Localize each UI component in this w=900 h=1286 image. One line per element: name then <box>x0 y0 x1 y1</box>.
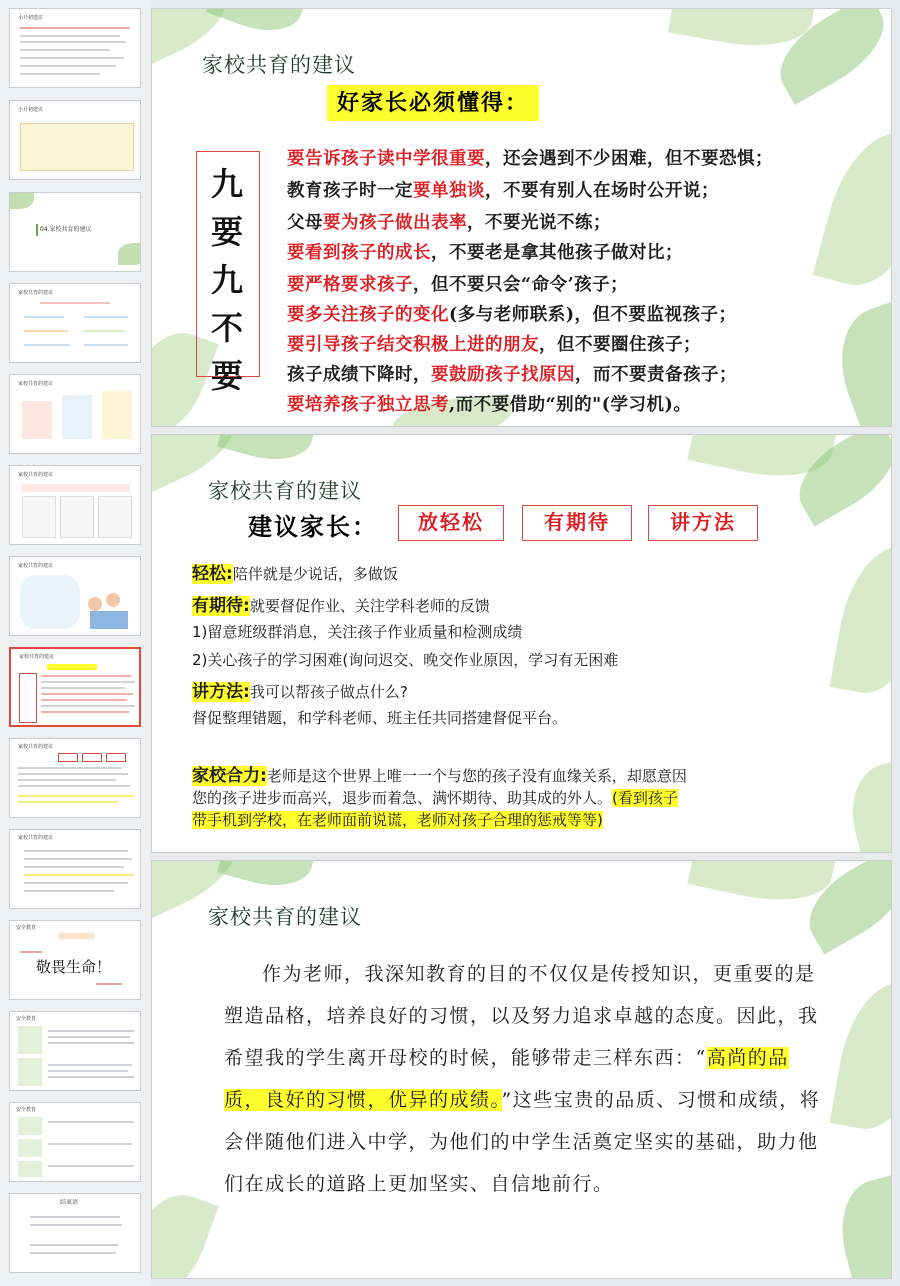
plain-text: ，不要老是拿其他孩子做对比； <box>431 243 683 263</box>
thumbnail-slide-6[interactable] <box>9 465 141 545</box>
thumbnail-slide-3[interactable] <box>9 192 141 272</box>
thumbnail-title: 小升初建议 <box>18 107 44 113</box>
emphasis-text: 要为孩子做出表率 <box>323 213 467 233</box>
keyword: 家校合力: <box>192 766 267 786</box>
dos-donts-item <box>287 271 628 296</box>
slide-parent-advice <box>151 434 892 853</box>
dos-donts-item <box>287 391 691 416</box>
thumbnail-title: 家校共育的建议 <box>18 472 54 478</box>
slide-nine-dos-nine-donts <box>151 8 892 427</box>
emphasis-text: 要培养孩子独立思考 <box>287 395 449 415</box>
plain-text: ，而不要责备孩子； <box>575 365 737 385</box>
plain-text: ，但不要圈住孩子； <box>539 335 701 355</box>
thumbnail-slide-10[interactable] <box>9 829 141 909</box>
plain-text: (多与老师联系)，但不要监视孩子； <box>449 305 737 325</box>
dos-donts-item <box>287 361 737 386</box>
thumbnail-title: 家校共育的建议 <box>19 654 55 660</box>
paragraph-part-1: 作为老师，我深知教育的目的不仅仅是传授知识，更重要的是塑造品格，培养良好的习惯，以及努力追求卓越的态度。因此，我希望我的学生离开母校的时候，能够带走三样东西：“ <box>224 963 819 1069</box>
emphasis-text: 要鼓励孩子找原因 <box>431 365 575 385</box>
advice-text: 我可以帮孩子做点什么? <box>249 683 408 701</box>
thumbnail-slide-14[interactable] <box>9 1193 141 1273</box>
vertical-label-text: 九 要 九 不 要 <box>210 165 243 395</box>
plain-text: ，但不要只会“命令’孩子； <box>413 275 629 295</box>
thumbnail-title: 家校共育的建议 <box>18 290 54 296</box>
thumbnail-slide-5[interactable] <box>9 374 141 454</box>
emphasis-text: 要单独谈 <box>413 181 485 201</box>
thumbnail-slide-12[interactable] <box>9 1011 141 1091</box>
highlighted-note: (看到孩子 <box>612 789 678 807</box>
dos-donts-item <box>287 145 773 170</box>
thumbnail-slide-11[interactable] <box>9 920 141 1000</box>
advice-expect-1: 1)留意班级群消息，关注孩子作业质量和检测成绩 <box>192 623 523 641</box>
emphasis-text: 要看到孩子的成长 <box>287 243 431 263</box>
slide-title: 家校共育的建议 <box>208 905 362 929</box>
thumbnail-title: 小升初建议 <box>18 15 44 21</box>
thumbnail-slide-13[interactable] <box>9 1102 141 1182</box>
vertical-label-box <box>196 151 260 395</box>
plain-text: ，还会遇到不少困难，但不要恐惧； <box>485 149 773 169</box>
thumbnail-title: 结束语 <box>60 1199 79 1206</box>
dos-donts-item <box>287 301 737 326</box>
thumbnail-title: 家校共育的建议 <box>18 744 54 750</box>
thumbnail-title: 安全教育 <box>16 925 37 931</box>
plain-text: ,而不要借助“别的"(学习机)。 <box>449 395 692 415</box>
tag-method: 讲方法 <box>648 505 758 541</box>
emphasis-text: 要引导孩子结交积极上进的朋友 <box>287 335 539 355</box>
thumbnail-slide-4[interactable] <box>9 283 141 363</box>
thumbnail-title: 安全教育 <box>16 1016 37 1022</box>
plain-text: ，不要有别人在场时公开说； <box>485 181 719 201</box>
thumbnail-slide-9[interactable] <box>9 738 141 818</box>
advice-text: 老师是这个世界上唯一一个与您的孩子没有血缘关系，却愿意因 <box>266 767 687 785</box>
paragraph-part-2: ”这些宝贵的品质、习惯和成绩，将会伴随他们进入中学，为他们的中学生活奠定坚实的基础，助力他们在成长的道路上更加坚实、自信地前行。 <box>224 1089 821 1195</box>
plain-text: ，不要光说不练； <box>467 213 611 233</box>
plain-text: 教育孩子时一定 <box>287 181 413 201</box>
advice-text: 就要督促作业、关注学科老师的反馈 <box>249 597 490 615</box>
slide-title: 家校共育的建议 <box>208 479 362 503</box>
thumbnail-title: 安全教育 <box>16 1107 37 1113</box>
advice-cooperation-3 <box>192 809 603 830</box>
dos-donts-item <box>287 177 719 202</box>
advice-method-detail: 督促整理错题，和学科老师、班主任共同搭建督促平台。 <box>192 709 568 727</box>
advice-method <box>192 677 408 702</box>
dos-donts-item <box>287 239 683 264</box>
thumbnail-title: 04.家校共育的建议 <box>40 226 92 233</box>
advice-cooperation <box>192 761 687 786</box>
advice-cooperation-2 <box>192 787 678 808</box>
plain-text: 父母 <box>287 213 323 233</box>
slide-title: 家校共育的建议 <box>202 53 356 77</box>
thumbnail-big-text: 敬畏生命！ <box>36 958 112 976</box>
emphasis-text: 要多关注孩子的变化 <box>287 305 449 325</box>
thumbnail-slide-1[interactable] <box>9 8 141 88</box>
thumbnail-slide-2[interactable] <box>9 100 141 180</box>
thumbnail-slide-7[interactable] <box>9 556 141 636</box>
highlight-banner: 好家长必须懂得： <box>327 85 539 121</box>
slide-thumbnail-panel <box>0 0 150 1286</box>
advice-expect <box>192 591 490 616</box>
keyword: 有期待: <box>192 596 250 616</box>
vertical-label <box>197 160 257 400</box>
emphasis-text: 要告诉孩子读中学很重要 <box>287 149 485 169</box>
thumbnail-title: 家校共育的建议 <box>18 835 54 841</box>
thumbnail-slide-8-active[interactable] <box>9 647 141 727</box>
advice-relax <box>192 559 398 584</box>
dos-donts-item <box>287 209 611 234</box>
slide-teacher-message <box>151 860 892 1279</box>
emphasis-text: 要严格要求孩子 <box>287 275 413 295</box>
advice-text: 您的孩子进步而高兴，退步而着急、满怀期待、助其成的外人。 <box>192 789 613 807</box>
keyword: 讲方法: <box>192 682 250 702</box>
keyword: 轻松: <box>192 564 233 584</box>
highlighted-note: 带手机到学校，在老师面前说谎，老师对孩子合理的惩戒等等) <box>192 811 603 829</box>
teacher-message-paragraph <box>224 953 824 1205</box>
advice-lead: 建议家长： <box>248 512 378 541</box>
plain-text: 孩子成绩下降时， <box>287 365 431 385</box>
advice-text: 陪伴就是少说话，多做饭 <box>232 565 398 583</box>
tag-relax: 放轻松 <box>398 505 504 541</box>
tag-expect: 有期待 <box>522 505 632 541</box>
dos-donts-item <box>287 331 701 356</box>
advice-expect-2: 2)关心孩子的学习困难(询问迟交、晚交作业原因，学习有无困难 <box>192 651 619 669</box>
highlighted-quote: 高尚的品质，良好的习惯，优异的成绩。 <box>224 1047 789 1111</box>
thumbnail-title: 家校共育的建议 <box>18 381 54 387</box>
thumbnail-title: 家校共育的建议 <box>18 563 54 569</box>
